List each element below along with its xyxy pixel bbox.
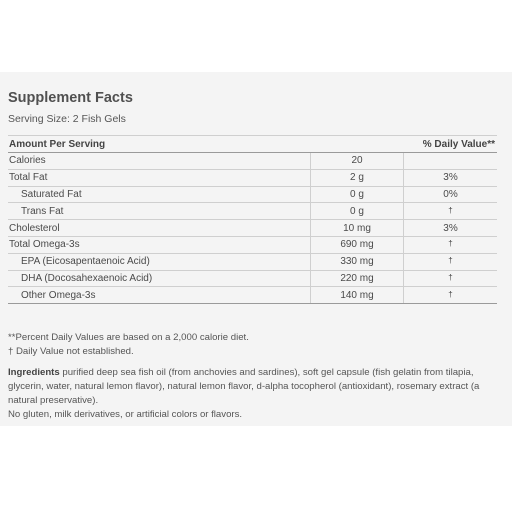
nutrient-daily-value: 3% [443, 222, 458, 234]
nutrient-name: Total Fat [9, 172, 48, 184]
nutrient-name: Trans Fat [21, 205, 64, 217]
supplement-facts-panel [0, 72, 512, 426]
table-row [8, 187, 497, 204]
table-row [8, 271, 497, 288]
nutrient-amount: 20 [310, 153, 404, 169]
percent-daily-footnote: **Percent Daily Values are based on a 2,000 calorie diet. [8, 332, 249, 343]
nutrient-daily-value: † [448, 205, 453, 215]
allergen-note: No gluten, milk derivatives, or artificial colors or flavors. [8, 409, 243, 420]
footnotes [8, 331, 249, 358]
nutrient-amount: 140 mg [310, 287, 404, 303]
nutrient-amount: 220 mg [310, 271, 404, 287]
ingredients-text-block [8, 366, 498, 408]
table-row [8, 153, 497, 170]
nutrient-amount: 330 mg [310, 254, 404, 270]
nutrient-name: Total Omega-3s [9, 239, 80, 251]
ingredients-label: Ingredients [8, 367, 60, 378]
nutrient-daily-value [404, 153, 497, 169]
nutrient-amount: 10 mg [310, 220, 404, 236]
nutrient-daily-value: 0% [443, 188, 458, 200]
nutrient-amount: 690 mg [310, 237, 404, 253]
serving-size: Serving Size: 2 Fish Gels [8, 113, 126, 125]
amount-per-serving-header: Amount Per Serving [9, 138, 106, 150]
table-row [8, 220, 497, 237]
table-row [8, 287, 497, 304]
facts-table [8, 135, 497, 304]
table-row [8, 254, 497, 271]
nutrient-daily-value: † [448, 239, 453, 249]
nutrient-daily-value: 3% [443, 172, 458, 184]
table-row [8, 203, 497, 220]
table-row [8, 237, 497, 254]
daily-value-header: % Daily Value** [422, 138, 495, 150]
nutrient-name: Cholesterol [9, 222, 60, 234]
nutrient-name: EPA (Eicosapentaenoic Acid) [21, 256, 150, 268]
nutrient-daily-value: † [448, 256, 453, 266]
panel-title: Supplement Facts [8, 90, 133, 106]
amount-column-header [310, 136, 404, 152]
nutrient-daily-value: † [448, 272, 453, 282]
nutrient-name: Saturated Fat [21, 188, 82, 200]
ingredients-text: purified deep sea fish oil (from anchovies and sardines), soft gel capsule (fish gelatin from tilapia, glycerin, water, natural lemon flavor), natural lemon flavor, d-alpha tocopherol (antioxidant), rosemary extract (a natural preservative). [8, 367, 480, 406]
nutrient-amount: 2 g [310, 170, 404, 186]
nutrient-amount: 0 g [310, 187, 404, 203]
nutrient-name: DHA (Docosahexaenoic Acid) [21, 272, 153, 284]
table-row [8, 170, 497, 187]
ingredients-section [8, 366, 498, 422]
not-established-footnote: † Daily Value not established. [8, 345, 134, 357]
nutrient-amount: 0 g [310, 203, 404, 219]
nutrient-daily-value: † [448, 289, 453, 299]
table-header-row [8, 135, 497, 153]
nutrient-name: Other Omega-3s [21, 289, 96, 301]
nutrient-name: Calories [9, 155, 46, 167]
